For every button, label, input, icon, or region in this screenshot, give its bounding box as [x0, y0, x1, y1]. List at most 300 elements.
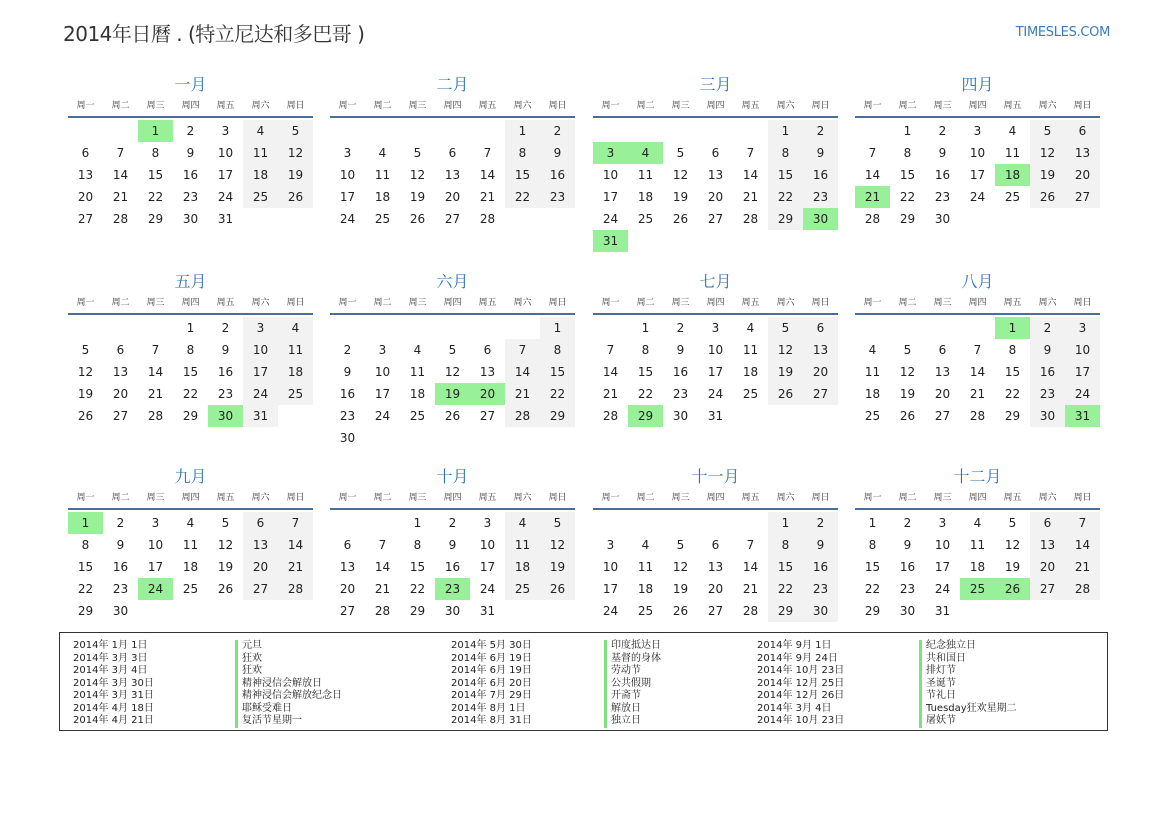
weekday-label: 周五 [216, 298, 235, 308]
day-cell: 14 [864, 168, 881, 182]
day-cell: 11 [374, 168, 391, 182]
weekday-label: 周日 [286, 493, 305, 503]
day-cell: 21 [374, 582, 391, 596]
holiday-day-cell: 3 [593, 142, 628, 164]
holiday-day-cell: 21 [855, 186, 890, 208]
weekday-label: 周二 [898, 298, 917, 308]
day-cell: 1 [505, 120, 540, 142]
weekday-label: 周一 [76, 493, 95, 503]
day-cell: 26 [444, 409, 461, 423]
day-cell: 3 [711, 321, 720, 335]
day-cell: 14 [969, 365, 986, 379]
weekday-header [68, 491, 313, 507]
weekday-label: 周四 [968, 101, 987, 111]
day-cell: 15 [540, 361, 575, 383]
day-grid [330, 317, 575, 449]
empty-cell [138, 317, 173, 339]
header-divider [855, 508, 1100, 510]
empty-cell [698, 512, 733, 534]
day-cell: 22 [409, 582, 426, 596]
empty-cell [733, 120, 768, 142]
day-cell: 25 [864, 409, 881, 423]
holiday-name: 解放日 [604, 703, 661, 716]
day-cell: 27 [444, 212, 461, 226]
day-cell: 17 [339, 190, 356, 204]
weekday-header [855, 99, 1100, 115]
day-cell: 13 [707, 560, 724, 574]
day-cell: 29 [768, 208, 803, 230]
day-cell: 14 [278, 534, 313, 556]
day-cell: 23 [217, 387, 234, 401]
holiday-day-cell: 19 [435, 383, 470, 405]
site-link[interactable]: TIMESLES.COM [1015, 25, 1110, 40]
day-cell: 28 [374, 604, 391, 618]
day-cell: 14 [479, 168, 496, 182]
day-cell: 29 [899, 212, 916, 226]
month-12 [855, 466, 1100, 622]
day-cell: 9 [116, 538, 125, 552]
day-cell: 8 [81, 538, 90, 552]
day-cell: 20 [444, 190, 461, 204]
day-cell: 3 [343, 146, 352, 160]
day-cell: 27 [707, 604, 724, 618]
day-cell: 14 [602, 365, 619, 379]
weekday-label: 周二 [111, 493, 130, 503]
empty-cell [733, 512, 768, 534]
day-cell: 17 [969, 168, 986, 182]
day-cell: 30 [182, 212, 199, 226]
day-cell: 28 [1065, 578, 1100, 600]
holiday-date: 2014年 3月 30日 [73, 677, 154, 689]
weekday-label: 周三 [933, 101, 952, 111]
holiday-day-cell: 20 [470, 383, 505, 405]
day-cell: 23 [803, 186, 838, 208]
day-cell: 10 [602, 168, 619, 182]
day-cell: 14 [112, 168, 129, 182]
day-cell: 24 [374, 409, 391, 423]
weekday-label: 周五 [216, 101, 235, 111]
day-cell: 18 [864, 387, 881, 401]
day-cell: 9 [448, 538, 457, 552]
holiday-day-cell: 25 [960, 578, 995, 600]
day-cell: 2 [1030, 317, 1065, 339]
empty-cell [628, 512, 663, 534]
weekday-label: 周五 [741, 101, 760, 111]
day-cell: 12 [672, 560, 689, 574]
day-cell: 26 [217, 582, 234, 596]
day-cell: 13 [479, 365, 496, 379]
holiday-day-cell: 31 [1065, 405, 1100, 427]
day-cell: 13 [803, 339, 838, 361]
day-cell: 8 [768, 534, 803, 556]
day-cell: 7 [746, 538, 755, 552]
day-cell: 10 [217, 146, 234, 160]
weekday-label: 周二 [898, 101, 917, 111]
weekday-header [593, 296, 838, 312]
day-cell: 7 [116, 146, 125, 160]
holiday-name: 公共假期 [604, 678, 661, 691]
day-cell: 2 [676, 321, 685, 335]
day-cell: 14 [1065, 534, 1100, 556]
day-cell: 19 [899, 387, 916, 401]
holiday-name: 狂欢 [235, 665, 342, 678]
weekday-label: 周五 [1003, 101, 1022, 111]
day-cell: 17 [707, 365, 724, 379]
day-cell: 7 [606, 343, 615, 357]
header-divider [855, 116, 1100, 118]
day-cell: 24 [217, 190, 234, 204]
day-cell: 3 [151, 516, 160, 530]
day-cell: 26 [540, 578, 575, 600]
day-cell: 16 [803, 164, 838, 186]
header-divider [593, 116, 838, 118]
empty-cell [628, 120, 663, 142]
weekday-label: 周三 [146, 493, 165, 503]
day-cell: 21 [742, 190, 759, 204]
day-cell: 6 [938, 343, 947, 357]
day-cell: 22 [540, 383, 575, 405]
holiday-day-cell: 30 [208, 405, 243, 427]
weekday-label: 周五 [478, 101, 497, 111]
holiday-name: 节礼日 [919, 690, 1017, 703]
holiday-day-cell: 23 [435, 578, 470, 600]
day-cell: 10 [707, 343, 724, 357]
holiday-names-col-1 [235, 640, 342, 728]
day-cell: 8 [868, 538, 877, 552]
holiday-name: 元旦 [235, 640, 342, 653]
day-cell: 20 [243, 556, 278, 578]
weekday-label: 周三 [933, 298, 952, 308]
holiday-name: 圣诞节 [919, 678, 1017, 691]
weekday-label: 周四 [443, 101, 462, 111]
day-cell: 8 [186, 343, 195, 357]
day-cell: 13 [444, 168, 461, 182]
weekday-label: 周二 [636, 493, 655, 503]
weekday-header [855, 491, 1100, 507]
month-4 [855, 74, 1100, 230]
day-cell: 12 [899, 365, 916, 379]
holiday-day-cell: 18 [995, 164, 1030, 186]
day-cell: 30 [672, 409, 689, 423]
day-cell: 4 [378, 146, 387, 160]
day-cell: 8 [151, 146, 160, 160]
day-cell: 30 [899, 604, 916, 618]
day-cell: 12 [1030, 142, 1065, 164]
day-cell: 8 [768, 142, 803, 164]
weekday-label: 周二 [111, 298, 130, 308]
weekday-label: 周六 [513, 493, 532, 503]
day-cell: 24 [602, 604, 619, 618]
holiday-dates-col-1 [73, 640, 154, 728]
day-grid [855, 120, 1100, 230]
day-cell: 4 [278, 317, 313, 339]
weekday-label: 周四 [181, 493, 200, 503]
day-cell: 24 [969, 190, 986, 204]
day-cell: 29 [182, 409, 199, 423]
day-cell: 29 [1004, 409, 1021, 423]
weekday-label: 周三 [146, 101, 165, 111]
day-cell: 29 [768, 600, 803, 622]
page-title: 2014年日曆 . (特立尼达和多巴哥 ) [63, 22, 365, 46]
day-cell: 2 [903, 516, 912, 530]
day-cell: 15 [768, 164, 803, 186]
weekday-label: 周二 [373, 298, 392, 308]
empty-cell [470, 317, 505, 339]
day-cell: 8 [540, 339, 575, 361]
weekday-label: 周五 [216, 493, 235, 503]
day-cell: 26 [409, 212, 426, 226]
day-cell: 17 [147, 560, 164, 574]
day-cell: 19 [540, 556, 575, 578]
day-cell: 25 [278, 383, 313, 405]
day-cell: 31 [479, 604, 496, 618]
day-cell: 20 [339, 582, 356, 596]
day-cell: 8 [641, 343, 650, 357]
weekday-label: 周六 [776, 298, 795, 308]
weekday-label: 周二 [111, 101, 130, 111]
weekday-label: 周四 [443, 493, 462, 503]
holiday-day-cell: 4 [628, 142, 663, 164]
day-cell: 30 [339, 431, 356, 445]
day-cell: 30 [112, 604, 129, 618]
day-cell: 3 [243, 317, 278, 339]
weekday-label: 周一 [601, 298, 620, 308]
empty-cell [855, 120, 890, 142]
day-cell: 23 [540, 186, 575, 208]
day-cell: 13 [1030, 534, 1065, 556]
month-name: 八月 [961, 272, 994, 291]
day-cell: 9 [803, 142, 838, 164]
day-cell: 21 [278, 556, 313, 578]
empty-cell [330, 512, 365, 534]
month-11 [593, 466, 838, 622]
day-cell: 27 [243, 578, 278, 600]
day-cell: 22 [77, 582, 94, 596]
day-cell: 15 [899, 168, 916, 182]
day-cell: 5 [1030, 120, 1065, 142]
holiday-name: 复活节星期一 [235, 715, 342, 728]
day-grid [68, 512, 313, 622]
day-cell: 16 [934, 168, 951, 182]
day-cell: 6 [81, 146, 90, 160]
day-cell: 18 [969, 560, 986, 574]
holiday-name: 屠妖节 [919, 715, 1017, 728]
holiday-date: 2014年 10月 23日 [757, 715, 845, 726]
day-cell: 27 [77, 212, 94, 226]
day-cell: 1 [413, 516, 422, 530]
day-cell: 15 [1004, 365, 1021, 379]
day-cell: 25 [243, 186, 278, 208]
weekday-label: 周日 [1073, 493, 1092, 503]
weekday-header [855, 296, 1100, 312]
month-2 [330, 74, 575, 230]
day-cell: 6 [711, 146, 720, 160]
day-cell: 5 [1008, 516, 1017, 530]
day-cell: 30 [444, 604, 461, 618]
day-cell: 7 [1065, 512, 1100, 534]
day-cell: 4 [868, 343, 877, 357]
day-cell: 5 [768, 317, 803, 339]
day-cell: 22 [899, 190, 916, 204]
day-cell: 6 [711, 538, 720, 552]
day-cell: 25 [742, 387, 759, 401]
holiday-name: 纪念独立日 [919, 640, 1017, 653]
weekday-label: 周五 [741, 493, 760, 503]
day-cell: 18 [278, 361, 313, 383]
day-cell: 15 [637, 365, 654, 379]
holiday-dates-col-2 [451, 640, 532, 728]
day-cell: 11 [1004, 146, 1021, 160]
weekday-label: 周日 [548, 493, 567, 503]
day-cell: 8 [413, 538, 422, 552]
day-cell: 9 [676, 343, 685, 357]
day-cell: 25 [374, 212, 391, 226]
holiday-date: 2014年 12月 26日 [757, 690, 845, 701]
weekday-label: 周六 [1038, 493, 1057, 503]
day-cell: 7 [868, 146, 877, 160]
month-name: 一月 [174, 75, 207, 94]
day-cell: 24 [707, 387, 724, 401]
day-cell: 3 [483, 516, 492, 530]
day-cell: 16 [540, 164, 575, 186]
empty-cell [435, 317, 470, 339]
day-cell: 22 [147, 190, 164, 204]
day-cell: 30 [803, 600, 838, 622]
day-cell: 3 [606, 538, 615, 552]
day-cell: 19 [278, 164, 313, 186]
day-cell: 31 [217, 212, 234, 226]
day-cell: 20 [803, 361, 838, 383]
day-cell: 23 [339, 409, 356, 423]
day-cell: 26 [768, 383, 803, 405]
day-cell: 9 [1030, 339, 1065, 361]
day-cell: 16 [112, 560, 129, 574]
day-cell: 15 [147, 168, 164, 182]
weekday-label: 周六 [776, 493, 795, 503]
day-cell: 11 [278, 339, 313, 361]
holiday-name: 精神浸信会解放日 [235, 678, 342, 691]
day-cell: 30 [934, 212, 951, 226]
day-cell: 18 [505, 556, 540, 578]
day-cell: 21 [742, 582, 759, 596]
day-cell: 19 [409, 190, 426, 204]
day-cell: 5 [676, 538, 685, 552]
empty-cell [435, 120, 470, 142]
day-cell: 17 [479, 560, 496, 574]
day-cell: 18 [374, 190, 391, 204]
day-cell: 1 [768, 512, 803, 534]
holiday-names-col-3 [919, 640, 1017, 728]
holiday-date: 2014年 3月 3日 [73, 652, 148, 664]
day-cell: 4 [1008, 124, 1017, 138]
holiday-list [59, 632, 1108, 731]
day-cell: 21 [479, 190, 496, 204]
weekday-label: 周一 [601, 101, 620, 111]
day-cell: 7 [483, 146, 492, 160]
day-cell: 17 [1065, 361, 1100, 383]
day-cell: 30 [1030, 405, 1065, 427]
weekday-label: 周四 [706, 493, 725, 503]
day-cell: 6 [1065, 120, 1100, 142]
day-cell: 7 [505, 339, 540, 361]
weekday-label: 周日 [1073, 298, 1092, 308]
day-cell: 21 [112, 190, 129, 204]
day-cell: 10 [243, 339, 278, 361]
empty-cell [68, 317, 103, 339]
weekday-label: 周四 [968, 493, 987, 503]
day-cell: 17 [374, 387, 391, 401]
day-cell: 22 [768, 578, 803, 600]
empty-cell [400, 317, 435, 339]
empty-cell [890, 317, 925, 339]
month-7 [593, 271, 838, 427]
day-cell: 11 [742, 343, 759, 357]
weekday-label: 周四 [706, 101, 725, 111]
weekday-label: 周三 [146, 298, 165, 308]
day-cell: 2 [221, 321, 230, 335]
weekday-label: 周六 [251, 101, 270, 111]
month-6 [330, 271, 575, 449]
day-cell: 11 [182, 538, 199, 552]
day-cell: 14 [147, 365, 164, 379]
day-cell: 27 [934, 409, 951, 423]
weekday-header [330, 296, 575, 312]
day-cell: 3 [378, 343, 387, 357]
day-cell: 3 [938, 516, 947, 530]
day-cell: 24 [339, 212, 356, 226]
day-cell: 28 [969, 409, 986, 423]
day-cell: 8 [903, 146, 912, 160]
weekday-label: 周五 [1003, 298, 1022, 308]
day-cell: 7 [151, 343, 160, 357]
holiday-date: 2014年 3月 4日 [73, 665, 148, 676]
holiday-date: 2014年 6月 19日 [451, 652, 532, 664]
day-cell: 24 [243, 383, 278, 405]
holiday-day-cell: 26 [995, 578, 1030, 600]
header-divider [330, 508, 575, 510]
day-cell: 26 [672, 212, 689, 226]
weekday-label: 周三 [408, 298, 427, 308]
day-cell: 1 [768, 120, 803, 142]
day-cell: 19 [77, 387, 94, 401]
day-cell: 14 [505, 361, 540, 383]
holiday-name: 基督的身体 [604, 653, 661, 666]
day-cell: 9 [938, 146, 947, 160]
empty-cell [593, 317, 628, 339]
day-cell: 26 [278, 186, 313, 208]
month-name: 十月 [436, 467, 469, 486]
day-cell: 28 [742, 604, 759, 618]
day-cell: 17 [217, 168, 234, 182]
day-cell: 28 [742, 212, 759, 226]
day-cell: 2 [803, 512, 838, 534]
day-cell: 21 [1065, 556, 1100, 578]
day-grid [855, 512, 1100, 622]
weekday-label: 周四 [181, 298, 200, 308]
day-cell: 14 [742, 168, 759, 182]
day-cell: 29 [540, 405, 575, 427]
day-cell: 9 [221, 343, 230, 357]
weekday-header [68, 296, 313, 312]
day-cell: 10 [969, 146, 986, 160]
day-cell: 5 [676, 146, 685, 160]
empty-cell [365, 120, 400, 142]
weekday-label: 周日 [1073, 101, 1092, 111]
weekday-label: 周日 [548, 298, 567, 308]
day-cell: 15 [409, 560, 426, 574]
day-cell: 2 [186, 124, 195, 138]
day-cell: 29 [77, 604, 94, 618]
